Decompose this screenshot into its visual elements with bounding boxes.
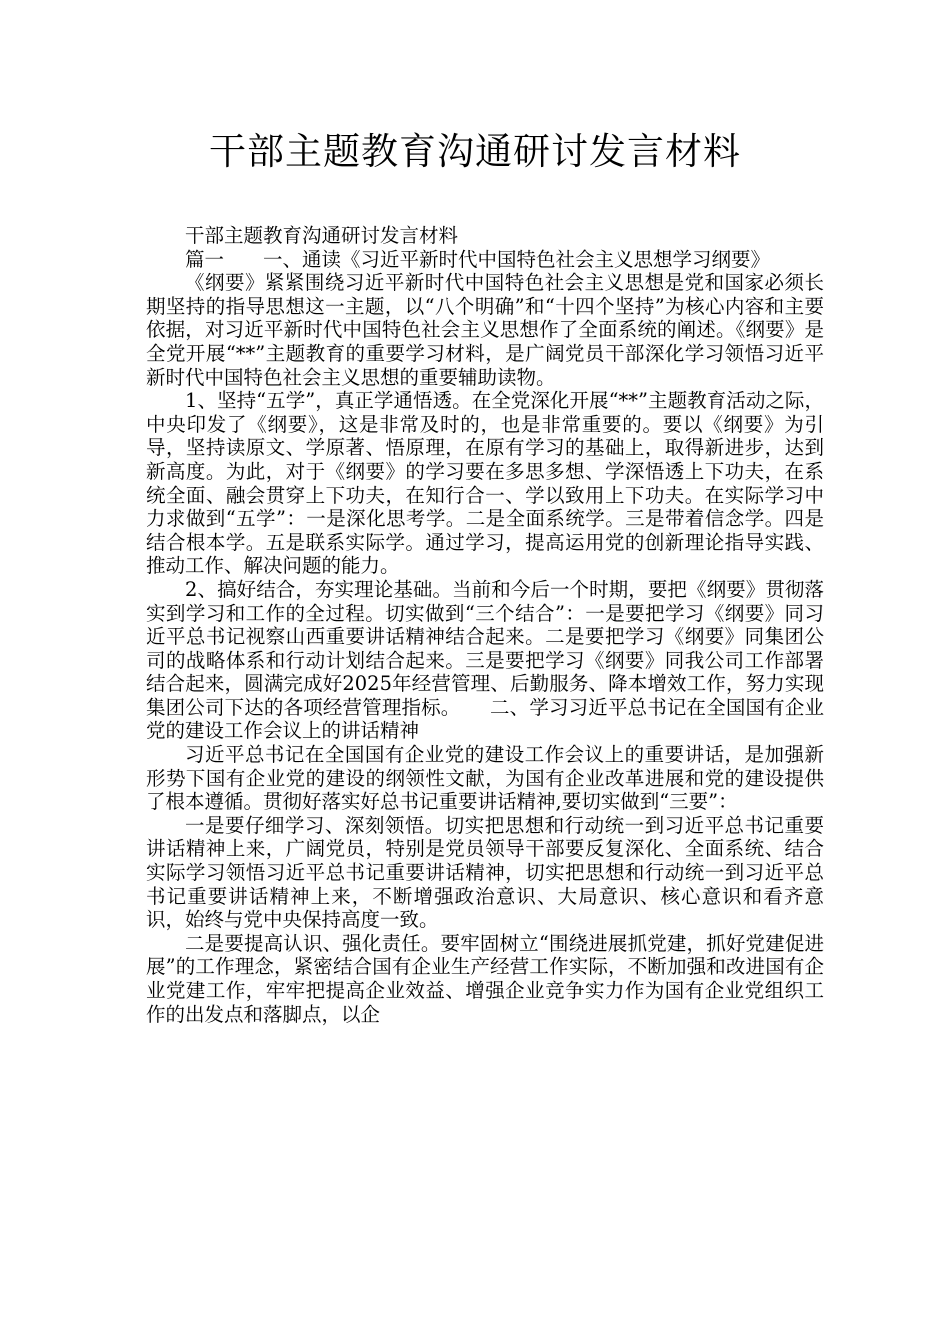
paragraph: 2、搞好结合，夯实理论基础。当前和今后一个时期，要把《纲要》贯彻落实到学习和工作的全过程。切实做到“三个结合”：一是要把学习《纲要》同习近平总书记视察山西重要讲话精神结合起来。二是要把学习《纲要》同集团公司的战略体系和行动计划结合起来。三是要把学习《纲要》同我公司工作部署结合起来，圆满完成好2025年经营管理、后勤服务、降本增效工作，努力实现集团公司下达的各项经营管理指标。 二、学习习近平总书记在全国国有企业党的建设工作会议上的讲话精神: [146, 577, 824, 743]
paragraph: 篇一 一、通读《习近平新时代中国特色社会主义思想学习纲要》: [185, 247, 771, 271]
paragraph: 干部主题教育沟通研讨发言材料: [185, 224, 459, 247]
paragraph: 1、坚持“五学”，真正学通悟透。在全党深化开展“**”主题教育活动之际，中央印发了《纲要》，这是非常及时的，也是非常重要的。要以《纲要》为引导，坚持读原文、学原著、悟原理，在原有学习的基础上，取得新进步，达到新高度。为此，对于《纲要》的学习要在多思多想、学深悟透上下功夫，在系统全面、融会贯穿上下功夫，在知行合一、学以致用上下功夫。在实际学习中力求做到“五学”：一是深化思考学。二是全面系统学。三是带着信念学。四是结合根本学。五是联系实际学。通过学习，提高运用党的创新理论指导实践、推动工作、解决问题的能力。: [146, 389, 824, 578]
document-body: [146, 224, 824, 1026]
document-title: 干部主题教育沟通研讨发言材料: [209, 130, 741, 173]
paragraph: 一是要仔细学习、深刻领悟。切实把思想和行动统一到习近平总书记重要讲话精神上来，广阔党员，特别是党员领导干部要反复深化、全面系统、结合实际学习领悟习近平总书记重要讲话精神，切实把思想和行动统一到习近平总书记重要讲话精神上来，不断增强政治意识、大局意识、核心意识和看齐意识，始终与党中央保持高度一致。: [146, 813, 824, 932]
paragraph: 二是要提高认识、强化责任。要牢固树立“围绕进展抓党建，抓好党建促进展”的工作理念，紧密结合国有企业生产经营工作实际，不断加强和改进国有企业党建工作，牢牢把提高企业效益、增强企业竞争实力作为国有企业党组织工作的出发点和落脚点，以企: [146, 931, 824, 1026]
paragraph: 《纲要》紧紧围绕习近平新时代中国特色社会主义思想是党和国家必须长期坚持的指导思想这一主题，以“八个明确”和“十四个坚持”为核心内容和主要依据，对习近平新时代中国特色社会主义思想作了全面系统的阐述。《纲要》是全党开展“**”主题教育的重要学习材料，是广阔党员干部深化学习领悟习近平新时代中国特色社会主义思想的重要辅助读物。: [146, 271, 824, 389]
paragraph: 习近平总书记在全国国有企业党的建设工作会议上的重要讲话，是加强新形势下国有企业党的建设的纲领性文献，为国有企业改革进展和党的建设提供了根本遵循。贯彻好落实好总书记重要讲话精神,要切实做到“三要”：: [146, 743, 824, 814]
